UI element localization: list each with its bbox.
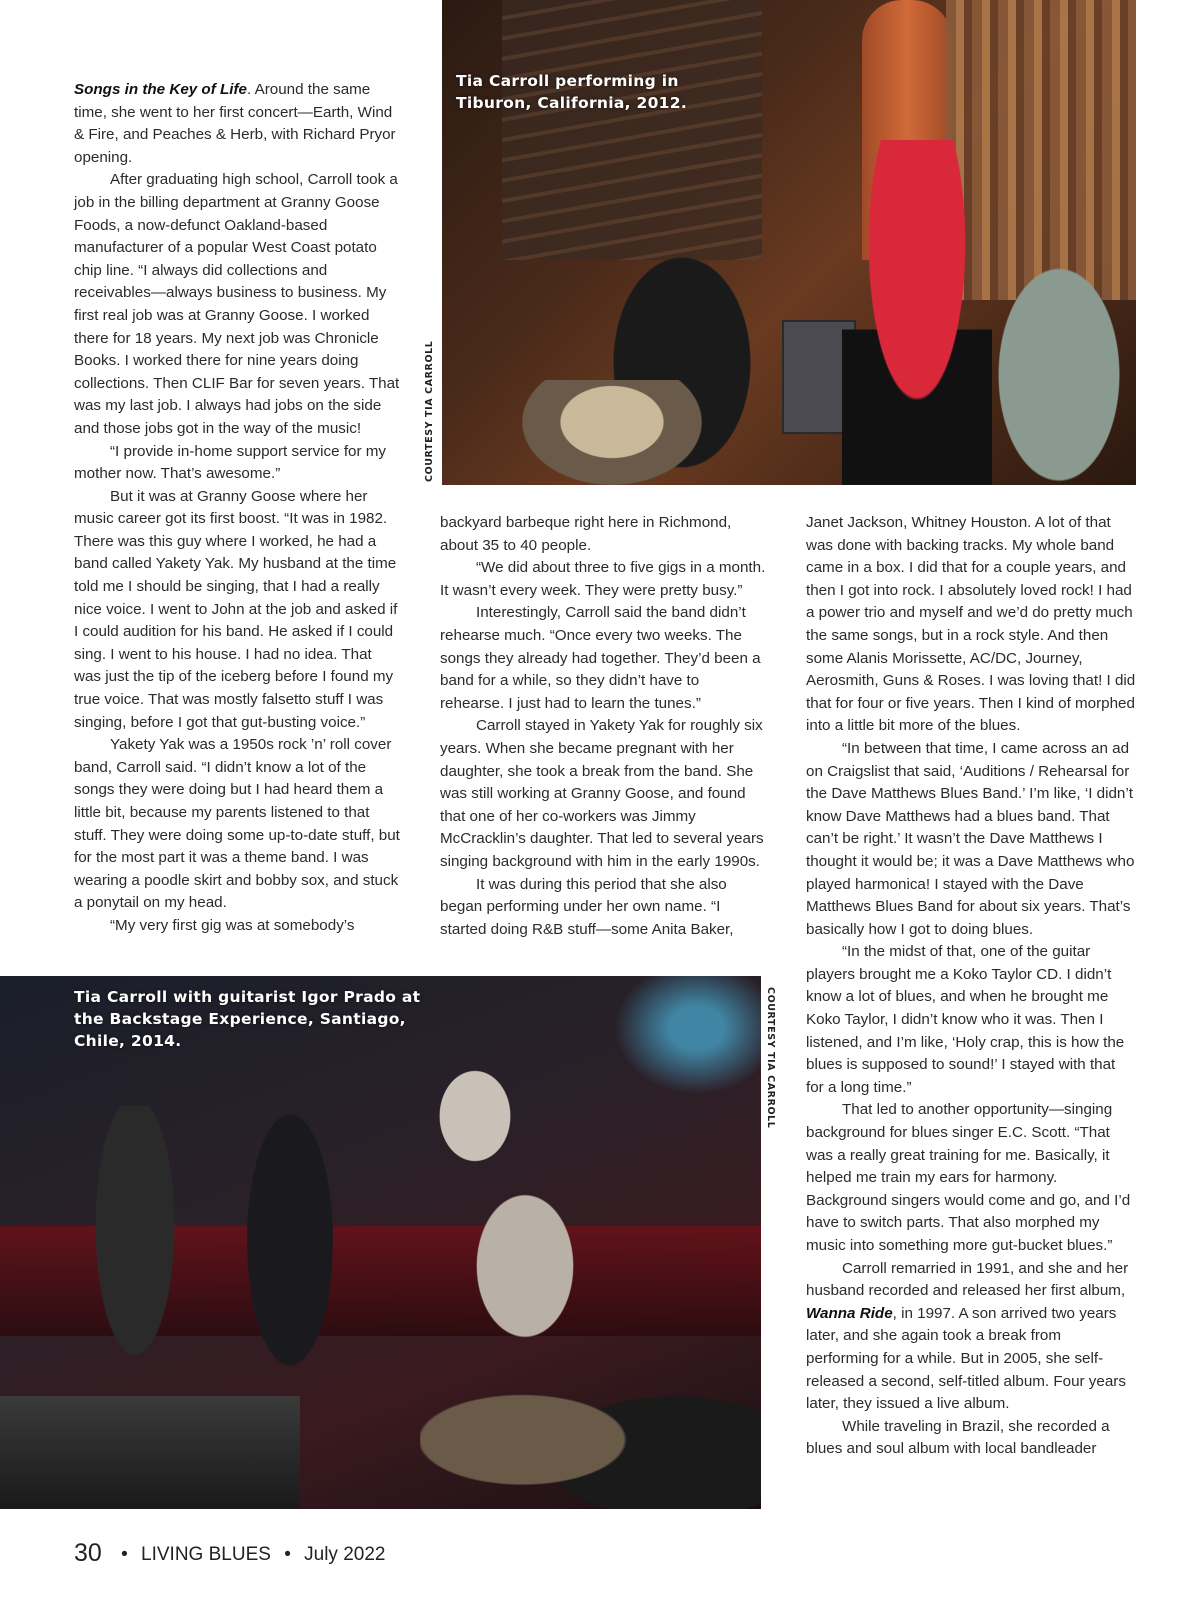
photo-drum-kit: [522, 380, 702, 485]
paragraph: “I provide in-home support service for my mother now. That’s awesome.”: [74, 442, 387, 483]
album-title: Songs in the Key of Life: [74, 81, 247, 98]
album-title: Wanna Ride: [806, 1304, 893, 1322]
paragraph: “We did about three to five gigs in a month. It wasn’t every week. They were pretty busy.”: [440, 559, 766, 599]
paragraph: That led to another opportunity—singing background for blues singer E.C. Scott. “That was a really great training for me. Basically, it helped me train my ears for harmony. Background singers would come and go, and I’d have to switch parts. That also morphed my music into something more gut-bucket blues.”: [806, 1101, 1131, 1254]
photo-guitarist: [982, 240, 1136, 485]
photo-caption: Tia Carroll performing in Tiburon, California, 2012.: [456, 72, 688, 112]
photo-singer: [80, 1106, 190, 1406]
article-column-1: [74, 79, 400, 938]
page-footer: [74, 1539, 385, 1568]
photo-santiago-performance: [0, 976, 761, 1509]
photo-guitarist: [230, 1096, 350, 1416]
photo-credit: COURTESY TIA CARROLL: [765, 987, 776, 1129]
photo-audience: [420, 1336, 761, 1509]
photo-credit: COURTESY TIA CARROLL: [424, 340, 435, 482]
separator-bullet: •: [284, 1544, 291, 1565]
paragraph: Carroll stayed in Yakety Yak for roughly six years. When she became pregnant with her daughter, she took a break from the band. She was still working at Granny Goose, and found that one of her co-workers was Jimmy McCracklin’s daughter. That led to several years singing background with him in the early 1990s.: [440, 717, 764, 870]
separator-bullet: •: [121, 1544, 128, 1565]
magazine-name: LIVING BLUES: [141, 1544, 271, 1565]
photo-caption: Tia Carroll with guitarist Igor Prado at the Backstage Experience, Santiago, Chile, 2014.: [74, 988, 421, 1050]
paragraph: “In between that time, I came across an ad on Craigslist that said, ‘Auditions / Rehearsal for the Dave Matthews Blues Band.’ I’m like, ‘I didn’t know Dave Matthews had a blues band. That can’t be right.’ It wasn’t the Dave Matthews I thought it would be; it was a Dave Matthews who played harmonica! I stayed with the Dave Matthews Blues Band for about six years. That’s basically how I got to doing blues.: [806, 739, 1135, 938]
paragraph: “In the midst of that, one of the guitar players brought me a Koko Taylor CD. I didn’t know a lot of blues, and when he brought me Koko Taylor, I didn’t know who it was. Then I listened, and I’m like, ‘Holy crap, this is how the blues is supposed to sound!’ I stayed with that for a long time.”: [806, 943, 1125, 1096]
photo-table: [0, 1396, 300, 1509]
paragraph: Songs in the Key of Life. Around the same time, she went to her first concert—Earth, Wind & Fire, and Peaches & Herb, with Richard Pryor opening.: [74, 81, 396, 166]
photo-pianist: [420, 1046, 530, 1186]
paragraph: After graduating high school, Carroll took a job in the billing department at Granny Goose Foods, a now-defunct Oakland-based manufacturer of a popular West Coast potato chip line. “I always did collections and receivables—always business to business. My first real job was at Granny Goose. I worked there for 18 years. My next job was Chronicle Books. I worked there for nine years doing collections. Then CLIF Bar for seven years. That was my last job. I always had jobs on the side and those jobs got in the way of the music!: [74, 171, 400, 437]
article-column-2: [440, 512, 766, 941]
paragraph: Interestingly, Carroll said the band didn’t rehearse much. “Once every two weeks. The songs they already had together. They’d been a band for a while, so they didn’t have to rehearse. I just had to learn the tunes.”: [440, 604, 761, 712]
paragraph: But it was at Granny Goose where her music career got its first boost. “It was in 1982. There was this guy where I worked, he had a band called Yakety Yak. My husband at the time told me I should be singing, that I had a really nice voice. I went to John at the job and asked if I could audition for his band. He asked if I could sing. I went to his house. I had no idea. That was just the tip of the iceberg before I found my true voice. That was mostly falsetto stuff I was singing, before I got that gut-busting voice.”: [74, 487, 398, 731]
photo-tiburon-performance: [442, 0, 1136, 485]
paragraph: backyard barbeque right here in Richmond, about 35 to 40 people.: [440, 514, 732, 554]
paragraph: Janet Jackson, Whitney Houston. A lot of that was done with backing tracks. My whole band came in a box. I did that for a couple years, and then I got into rock. I absolutely loved rock! I had a power trio and myself and we’d do pretty much the same songs, but in a rock style. And then some Alanis Morissette, AC/DC, Journey, Aerosmith, Guns & Roses. I was loving that! I did that for four or five years. Then I kind of morphed into a little bit more of the blues.: [806, 514, 1136, 735]
paragraph: While traveling in Brazil, she recorded a blues and soul album with local bandleader: [806, 1417, 1110, 1458]
paragraph: Yakety Yak was a 1950s rock ’n’ roll cover band, Carroll said. “I didn’t know a lot of the songs they were doing but I had heard them a little bit, because my parents listened to that stuff. They were doing some up-to-date stuff, but for the most part it was a theme band. I was wearing a poodle skirt and bobby sox, and stuck a ponytail on my head.: [74, 736, 400, 912]
paragraph: “My very first gig was at somebody’s: [110, 916, 355, 934]
photo-background-stairs: [502, 0, 762, 260]
paragraph: It was during this period that she also began performing under her own name. “I started doing R&B stuff—some Anita Baker,: [440, 875, 734, 938]
issue-date: July 2022: [304, 1544, 386, 1565]
photo-singer: [842, 140, 992, 485]
page-number: 30: [74, 1539, 102, 1567]
photo-stage-light: [600, 976, 761, 1106]
article-column-3: [806, 512, 1136, 1461]
paragraph: Carroll remarried in 1991, and she and her husband recorded and released her first album, Wanna Ride, in 1997. A son arrived two years later, and she again took a break from performing for a while. But in 2005, she self-released a second, self-titled album. Four years later, they issued a live album.: [806, 1259, 1129, 1413]
